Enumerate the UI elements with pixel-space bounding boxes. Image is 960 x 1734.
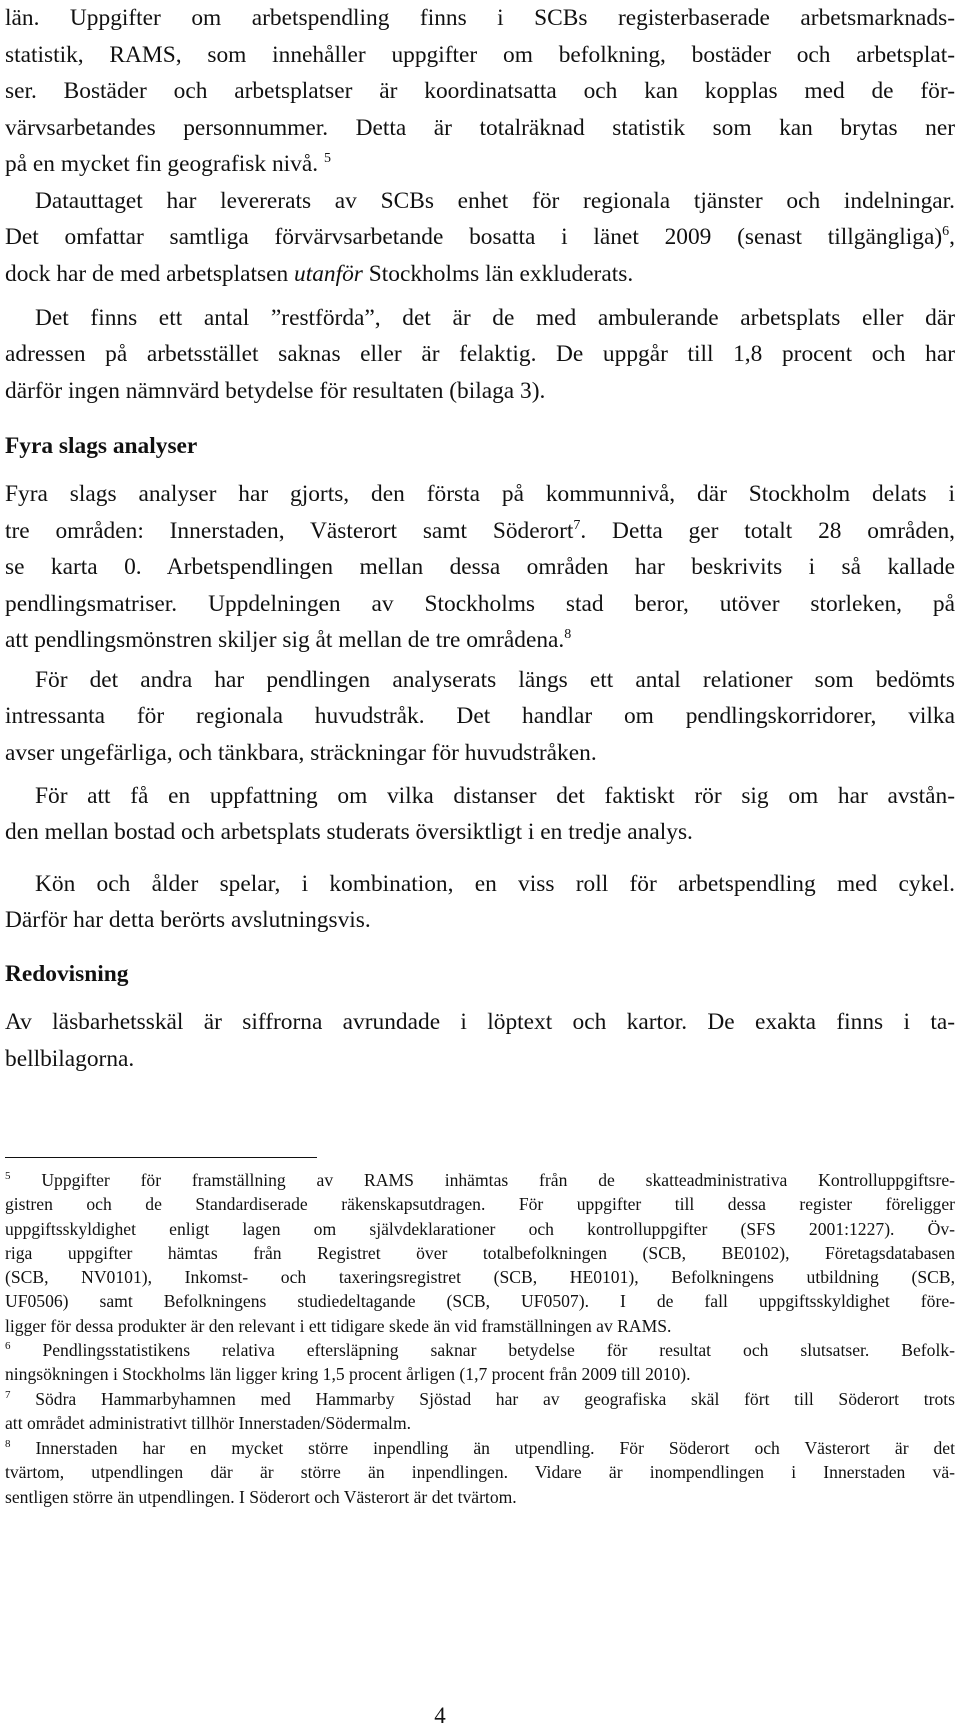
text-line: avser ungefärliga, och tänkbara, sträckningar för huvudstråken.: [5, 739, 597, 766]
text-fragment: ,: [949, 224, 955, 250]
paragraph-four-analyses: [5, 476, 955, 659]
footnote-number: 5: [5, 1170, 11, 1183]
text-line: [5, 256, 955, 293]
text-line: uppgiftsskyldighet enligt lagen om självdeklarationer och kontrolluppgifter (SFS 2001:1227). Öv-: [5, 1218, 955, 1239]
text-line: pendlingsmatriser. Uppdelningen av Stockholms stad beror, utöver storleken, på: [5, 590, 955, 617]
text-fragment: tre områden: Innerstaden, Västerort samt Söderort: [5, 517, 574, 544]
paragraph-gender-age-cont: [5, 902, 955, 939]
text-fragment: Det omfattar samtliga förvärvsarbetande bosatta i länet 2009 (senast tillgängliga): [5, 224, 943, 250]
footnote-5: [5, 1168, 955, 1338]
text-line: För det andra har pendlingen analyserats längs ett antal relationer som bedömts: [35, 667, 955, 693]
text-fragment: Stockholms län exkluderats.: [362, 260, 634, 287]
text-line: Datauttaget har levererats av SCBs enhet för regionala tjänster och indelningar.: [35, 188, 955, 214]
text-line: län. Uppgifter om arbetspendling finns i SCBs registerbaserade arbetsmarknads-: [5, 5, 955, 31]
paragraph-rams-intro: [5, 0, 955, 183]
text-line: Fyra slags analyser har gjorts, den första på kommunnivå, där Stockholm delats i: [5, 481, 955, 507]
footnote-6: [5, 1338, 955, 1387]
text-line: den mellan bostad och arbetsplats studerats översiktligt i en tredje analys.: [5, 819, 693, 845]
paragraph-corridors-cont: [5, 698, 955, 771]
footnote-ref-7[interactable]: 7: [573, 517, 581, 533]
section-heading-redovisning: Redovisning: [5, 961, 129, 987]
paragraph-data-extract: [5, 183, 955, 220]
text-fragment: att pendlingsmönstren skiljer sig åt mellan de tre områdena.: [5, 627, 565, 653]
text-line: adressen på arbetsstället saknas eller är felaktig. De uppgår till 1,8 procent och har: [5, 341, 955, 367]
text-line: värvsarbetandes personnummer. Detta är totalräknad statistik som kan brytas ner: [5, 114, 955, 141]
page-number: 4: [434, 1703, 446, 1728]
text-line: [5, 1436, 955, 1460]
text-fragment: Södra Hammarbyhamnen med Hammarby Sjöstad har av geografiska skäl fört till Söderort trots: [10, 1389, 955, 1409]
text-line: Det finns ett antal ”restförda”, det är de med ambulerande arbetsplats eller där: [35, 305, 955, 331]
text-line: [5, 146, 955, 183]
text-line: [5, 1168, 955, 1192]
footnote-number: 6: [5, 1340, 11, 1353]
text-line: ligger för dessa produkter är den relevant i ett tidigare skede än vid framställningen av RAMS.: [5, 1315, 672, 1336]
text-line: ser. Bostäder och arbetsplatser är koordinatsatta och kan kopplas med de för-: [5, 78, 955, 104]
footnote-number: 7: [5, 1389, 11, 1402]
text-fragment: Pendlingsstatistikens relativa eftersläpning saknar betydelse för resultat och slutsatser. Befolk-: [10, 1340, 955, 1360]
footnote-number: 8: [5, 1438, 11, 1451]
text-line: att området administrativt tillhör Innerstaden/Södermalm.: [5, 1413, 412, 1434]
paragraph-gender-age: [5, 866, 955, 903]
footnote-separator: [5, 1157, 317, 1158]
paragraph-distances: [5, 778, 955, 815]
text-fragment: på en mycket fin geografisk nivå.: [5, 151, 319, 177]
text-line: ningsökningen i Stockholms län ligger kring 1,5 procent årligen (1,7 procent från 2009 till 2010).: [5, 1364, 691, 1385]
text-line: Kön och ålder spelar, i kombination, en viss roll för arbetspendling med cykel.: [35, 871, 955, 897]
footnote-ref-6[interactable]: 6: [942, 224, 950, 240]
emphasis-text: utanför: [294, 260, 363, 287]
text-line: bellbilagorna.: [5, 1045, 135, 1072]
paragraph-distances-cont: [5, 814, 955, 851]
text-line: [5, 622, 955, 659]
text-line: [5, 219, 955, 256]
paragraph-restforda-cont: [5, 336, 955, 409]
text-fragment: dock har de med arbetsplatsen: [5, 260, 295, 287]
text-line: se karta 0. Arbetspendlingen mellan dessa områden har beskrivits i så kallade: [5, 554, 955, 580]
text-line: Av läsbarhetsskäl är siffrorna avrundade i löptext och kartor. De exakta finns i ta-: [5, 1009, 955, 1035]
text-line: [5, 1338, 955, 1362]
text-line: därför ingen nämnvärd betydelse för resultaten (bilaga 3).: [5, 377, 546, 404]
text-fragment: . Detta ger totalt 28 områden,: [580, 517, 955, 544]
text-fragment: Innerstaden har en mycket större inpendling än utpendling. För Söderort och Västerort är det: [10, 1438, 955, 1458]
footnote-7: [5, 1387, 955, 1436]
text-fragment: Uppgifter för framställning av RAMS inhämtas från de skatteadministrativa Kontrolluppgiftsre-: [10, 1170, 955, 1190]
text-line: [5, 1387, 955, 1411]
text-line: För att få en uppfattning om vilka distanser det faktiskt rör sig om har avstån-: [35, 783, 955, 809]
text-line: intressanta för regionala huvudstråk. Det handlar om pendlingskorridorer, vilka: [5, 703, 955, 729]
text-line: (SCB, NV0101), Inkomst- och taxeringsregistret (SCB, HE0101), Befolkningens utbildning (SCB,: [5, 1267, 955, 1288]
text-line: Därför har detta berörts avslutningsvis.: [5, 907, 371, 933]
footnote-ref-5[interactable]: 5: [323, 151, 331, 167]
paragraph-restforda: [5, 300, 955, 337]
text-line: UF0506) samt Befolkningens studiedeltagande (SCB, UF0507). I de fall uppgiftsskyldighet före-: [5, 1291, 955, 1312]
paragraph-data-extract-cont: [5, 219, 955, 292]
text-line: tvärtom, utpendlingen där är större än inpendlingen. Vidare är inompendlingen i Innerstaden vä-: [5, 1462, 955, 1483]
text-line: [5, 513, 955, 550]
paragraph-corridors: [5, 662, 955, 699]
text-line: statistik, RAMS, som innehåller uppgifter om befolkning, bostäder och arbetsplat-: [5, 41, 955, 68]
paragraph-redovisning: [5, 1004, 955, 1077]
text-line: sentligen större än utpendlingen. I Söderort och Västerort är det tvärtom.: [5, 1486, 517, 1507]
section-heading-analyses: Fyra slags analyser: [5, 433, 198, 459]
footnote-ref-8[interactable]: 8: [564, 627, 572, 643]
text-line: riga uppgifter hämtas från Registret över totalbefolkningen (SCB, BE0102), Företagsdatabasen: [5, 1242, 955, 1263]
text-line: gistren och de Standardiserade räkenskapsutdragen. För uppgifter till dessa register föreligger: [5, 1194, 955, 1215]
footnote-8: [5, 1436, 955, 1509]
